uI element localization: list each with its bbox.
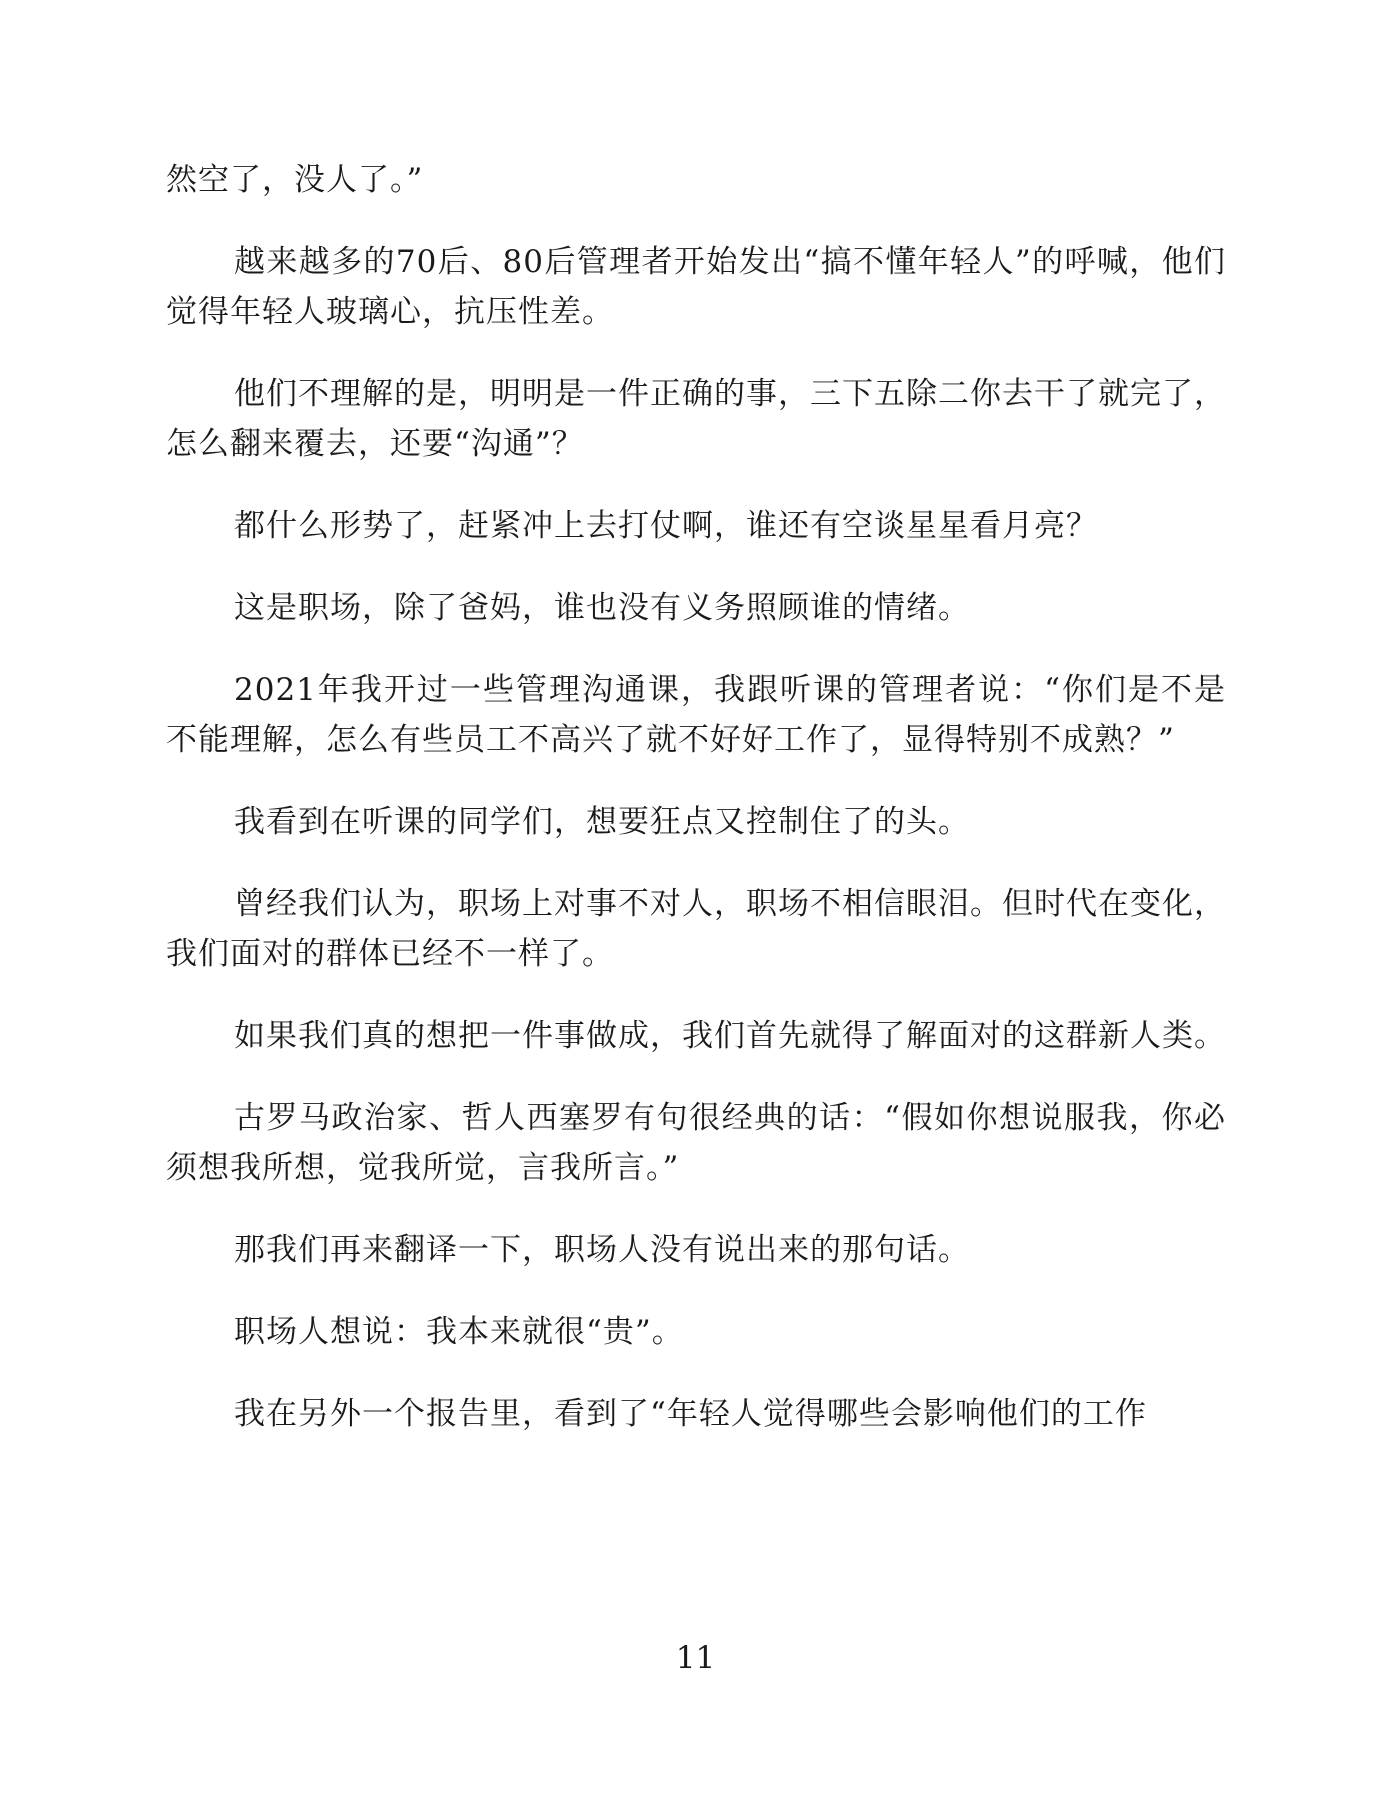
paragraph: 曾经我们认为，职场上对事不对人，职场不相信眼泪。但时代在变化，我们面对的群体已经不一样了。	[166, 886, 1226, 972]
paragraph: 古罗马政治家、哲人西塞罗有句很经典的话：“假如你想说服我，你必须想我所想，觉我所觉，言我所言。”	[166, 1100, 1226, 1186]
page-number: 11	[675, 1640, 716, 1676]
paragraph: 他们不理解的是，明明是一件正确的事，三下五除二你去干了就完了，怎么翻来覆去，还要“沟通”？	[166, 376, 1226, 462]
paragraph: 如果我们真的想把一件事做成，我们首先就得了解面对的这群新人类。	[234, 1018, 1226, 1054]
paragraph: 我看到在听课的同学们，想要狂点又控制住了的头。	[234, 804, 970, 840]
paragraph: 越来越多的70后、80后管理者开始发出“搞不懂年轻人”的呼喊，他们觉得年轻人玻璃心，抗压性差。	[166, 244, 1226, 330]
paragraph: 职场人想说：我本来就很“贵”。	[234, 1314, 684, 1350]
body-text	[166, 155, 1226, 1471]
paragraph: 我在另外一个报告里，看到了“年轻人觉得哪些会影响他们的工作	[234, 1396, 1147, 1432]
paragraph: 那我们再来翻译一下，职场人没有说出来的那句话。	[234, 1232, 970, 1268]
paragraph: 这是职场，除了爸妈，谁也没有义务照顾谁的情绪。	[234, 590, 970, 626]
paragraph: 都什么形势了，赶紧冲上去打仗啊，谁还有空谈星星看月亮？	[234, 508, 1098, 544]
paragraph-continued: 然空了，没人了。”	[166, 162, 424, 198]
paragraph: 2021年我开过一些管理沟通课，我跟听课的管理者说：“你们是不是不能理解，怎么有些员工不高兴了就不好好工作了，显得特别不成熟？”	[166, 672, 1226, 758]
